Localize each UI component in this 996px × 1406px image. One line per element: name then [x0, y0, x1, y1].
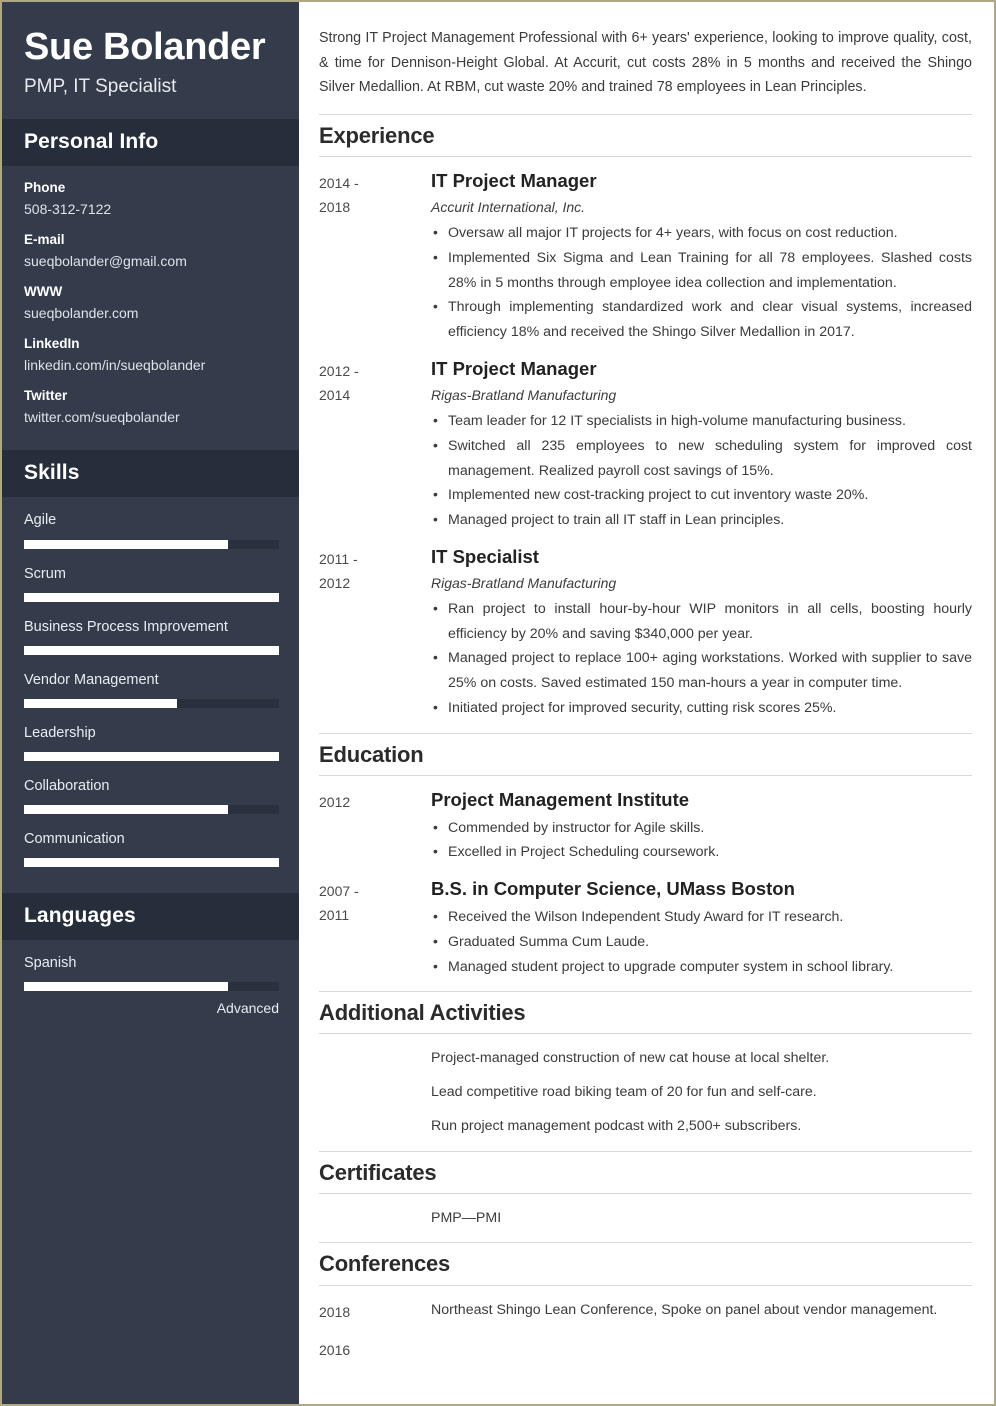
- entry-bullet: • Excelled in Project Scheduling coursework.: [431, 840, 972, 865]
- entry-body: [431, 788, 972, 865]
- entry-date: [319, 1336, 431, 1362]
- languages-heading: Languages: [2, 893, 299, 940]
- skill-level-fill: [24, 540, 228, 549]
- section-title: Education: [319, 741, 424, 767]
- skill-name: Collaboration: [24, 778, 110, 795]
- section-additional-activities: [319, 991, 972, 1138]
- candidate-name: Sue Bolander: [24, 26, 266, 68]
- entry-body: [431, 1046, 972, 1138]
- skill-level-fill: [24, 805, 228, 814]
- skill-level-bar: [24, 593, 279, 602]
- entry-date-to: 2011: [319, 907, 350, 924]
- entry: [319, 788, 972, 865]
- entry: [319, 1336, 972, 1362]
- skill-name: Vendor Management: [24, 671, 159, 688]
- skill-row: [24, 724, 279, 761]
- entry-role: B.S. in Computer Science, UMass Boston: [431, 878, 795, 900]
- skills-heading: Skills: [2, 450, 299, 497]
- resume-layout: [2, 2, 994, 1404]
- entry-bullet-list: [431, 409, 972, 533]
- entry-line: Northeast Shingo Lean Conference, Spoke on panel about vendor management.: [431, 1301, 938, 1318]
- entry-line: Project-managed construction of new cat house at local shelter.: [431, 1050, 830, 1067]
- skill-level-bar: [24, 805, 279, 814]
- contact-value[interactable]: sueqbolander@gmail.com: [24, 253, 187, 270]
- skill-level-bar: [24, 699, 279, 708]
- entry-bullet: • Graduated Summa Cum Laude.: [431, 930, 972, 955]
- contact-value[interactable]: sueqbolander.com: [24, 305, 139, 322]
- entry: [319, 357, 972, 533]
- skill-name: Scrum: [24, 565, 66, 582]
- contact-item: [24, 336, 279, 374]
- languages-list: [2, 940, 299, 1042]
- entry-role: IT Project Manager: [431, 169, 597, 191]
- entry-bullet: • Managed project to train all IT staff in Lean principles.: [431, 508, 972, 533]
- skill-row: [24, 565, 279, 602]
- personal-info-list: [2, 166, 299, 450]
- entry-bullet: • Implemented new cost-tracking project to cut inventory waste 20%.: [431, 483, 972, 508]
- entry-organization: Accurit International, Inc.: [431, 198, 586, 215]
- entry-bullet-list: [431, 816, 972, 865]
- entry-date: [319, 1046, 431, 1048]
- entry-organization: Rigas-Bratland Manufacturing: [431, 574, 617, 591]
- contact-value[interactable]: 508-312-7122: [24, 201, 112, 218]
- skill-level-fill: [24, 646, 279, 655]
- skill-row: [24, 830, 279, 867]
- entry-date: [319, 877, 431, 927]
- entry-date-from: 2012 -: [319, 362, 359, 379]
- skill-name: Communication: [24, 831, 125, 848]
- entry-bullet: • Received the Wilson Independent Study Award for IT research.: [431, 905, 972, 930]
- entry-role: IT Project Manager: [431, 357, 597, 379]
- skill-level-fill: [24, 593, 279, 602]
- entry-date-from: 2011 -: [319, 550, 358, 567]
- sidebar: [2, 2, 299, 1404]
- section-title: Experience: [319, 122, 435, 148]
- section-title: Additional Activities: [319, 1000, 526, 1026]
- section-conferences: [319, 1242, 972, 1361]
- language-name: Spanish: [24, 955, 77, 972]
- contact-label: E-mail: [24, 232, 65, 248]
- entry-body: [431, 1298, 972, 1323]
- skill-level-bar: [24, 540, 279, 549]
- entry-date: [319, 788, 431, 814]
- entry: [319, 169, 972, 345]
- entry-bullet: • Initiated project for improved security, cutting risk scores 25%.: [431, 696, 972, 721]
- contact-item: [24, 180, 279, 218]
- contact-item: [24, 284, 279, 322]
- contact-label: Twitter: [24, 388, 68, 404]
- entry-date: [319, 1206, 431, 1208]
- identity-block: [2, 2, 299, 119]
- entry: [319, 1298, 972, 1324]
- skill-level-bar: [24, 646, 279, 655]
- section-experience: [319, 114, 972, 721]
- section-header: [319, 991, 972, 1034]
- section-title: Certificates: [319, 1159, 437, 1185]
- entry-line: Lead competitive road biking team of 20 for fun and self-care.: [431, 1084, 817, 1101]
- entry-date: [319, 545, 431, 595]
- skill-row: [24, 671, 279, 708]
- skill-name: Agile: [24, 512, 57, 529]
- entry-date-from: 2014 -: [319, 174, 359, 191]
- entry-bullet: • Managed student project to upgrade computer system in school library.: [431, 955, 972, 980]
- entry-bullet: • Managed project to replace 100+ aging workstations. Worked with supplier to save 25% on costs. Saved estimated 150 man-hours a year in computer time.: [431, 646, 972, 695]
- entry-bullet: • Through implementing standardized work and clear visual systems, increased efficiency 18% and received the Shingo Silver Medallion in 2017.: [431, 295, 972, 344]
- entry-date-from: 2018: [319, 1303, 351, 1320]
- contact-label: Phone: [24, 180, 66, 196]
- skill-row: [24, 511, 279, 548]
- skill-name: Leadership: [24, 724, 96, 741]
- entry-body: [431, 545, 972, 721]
- main-content: [299, 2, 994, 1404]
- contact-value[interactable]: linkedin.com/in/sueqbolander: [24, 357, 206, 374]
- entry-role: IT Specialist: [431, 545, 539, 567]
- entry-bullet: • Team leader for 12 IT specialists in high-volume manufacturing business.: [431, 409, 972, 434]
- entry-bullet: • Ran project to install hour-by-hour WIP monitors in all cells, boosting hourly efficiency by 20% and saving $340,000 per year.: [431, 597, 972, 646]
- section-header: [319, 1151, 972, 1194]
- main-sections: [319, 114, 972, 1362]
- skills-list: [2, 497, 299, 893]
- skill-level-fill: [24, 699, 177, 708]
- entry-body: [431, 357, 972, 533]
- entry-organization: Rigas-Bratland Manufacturing: [431, 386, 617, 403]
- skill-level-bar: [24, 858, 279, 867]
- skill-row: [24, 618, 279, 655]
- entry-body: [431, 169, 972, 345]
- contact-value[interactable]: twitter.com/sueqbolander: [24, 409, 180, 426]
- entry-date-from: 2012: [319, 793, 351, 810]
- contact-item: [24, 388, 279, 426]
- entry-bullet: • Switched all 235 employees to new scheduling system for improved cost management. Realized payroll cost savings of 15%.: [431, 434, 972, 483]
- entry-date-to: 2012: [319, 574, 351, 591]
- entry-bullet: • Implemented Six Sigma and Lean Training for all 78 employees. Slashed costs 28% in 5 months through employee idea collection and implementation.: [431, 246, 972, 295]
- entry-bullet: • Oversaw all major IT projects for 4+ years, with focus on cost reduction.: [431, 221, 972, 246]
- entry-body: [431, 877, 972, 979]
- section-header: [319, 733, 972, 776]
- skill-level-fill: [24, 752, 279, 761]
- skill-level-bar: [24, 752, 279, 761]
- entry-bullet-list: [431, 905, 972, 979]
- skill-level-fill: [24, 858, 279, 867]
- entry-date: [319, 357, 431, 407]
- entry-date-to: 2018: [319, 199, 351, 215]
- entry: [319, 545, 972, 721]
- candidate-job-title: PMP, IT Specialist: [24, 76, 177, 98]
- professional-summary: Strong IT Project Management Professional with 6+ years' experience, looking to improve quality, cost, & time for Dennison-Height Global. At Accurit, cut costs 28% in 5 months and received the Shingo Silver Medallion. At RBM, cut waste 20% and trained 78 employees in Lean Principles.: [319, 30, 972, 96]
- entry-date: [319, 169, 431, 219]
- language-level-fill: [24, 982, 228, 991]
- section-title: Conferences: [319, 1251, 451, 1277]
- contact-item: [24, 232, 279, 270]
- entry-bullet: • Commended by instructor for Agile skills.: [431, 816, 972, 841]
- language-row: [24, 954, 279, 1016]
- entry: [319, 877, 972, 979]
- contact-label: LinkedIn: [24, 336, 80, 352]
- entry-date-to: 2014: [319, 386, 351, 403]
- language-level-bar: [24, 982, 279, 991]
- personal-info-heading: Personal Info: [2, 119, 299, 166]
- section-header: [319, 1242, 972, 1285]
- section-education: [319, 733, 972, 980]
- entry-body: [431, 1206, 972, 1231]
- language-level-label: Advanced: [216, 1000, 279, 1017]
- section-header: [319, 114, 972, 157]
- entry-bullet-list: [431, 597, 972, 721]
- contact-label: WWW: [24, 284, 63, 300]
- entry-role: Project Management Institute: [431, 788, 690, 810]
- skill-row: [24, 777, 279, 814]
- entry-date-from: 2016: [319, 1341, 351, 1358]
- entry-date-from: 2007 -: [319, 883, 359, 900]
- entry: [319, 1046, 972, 1138]
- entry: [319, 1206, 972, 1231]
- entry-line: Run project management podcast with 2,500+ subscribers.: [431, 1117, 802, 1134]
- section-certificates: [319, 1151, 972, 1231]
- entry-bullet-list: [431, 221, 972, 345]
- entry-line: PMP—PMI: [431, 1209, 502, 1226]
- entry-date: [319, 1298, 431, 1324]
- skill-name: Business Process Improvement: [24, 618, 228, 635]
